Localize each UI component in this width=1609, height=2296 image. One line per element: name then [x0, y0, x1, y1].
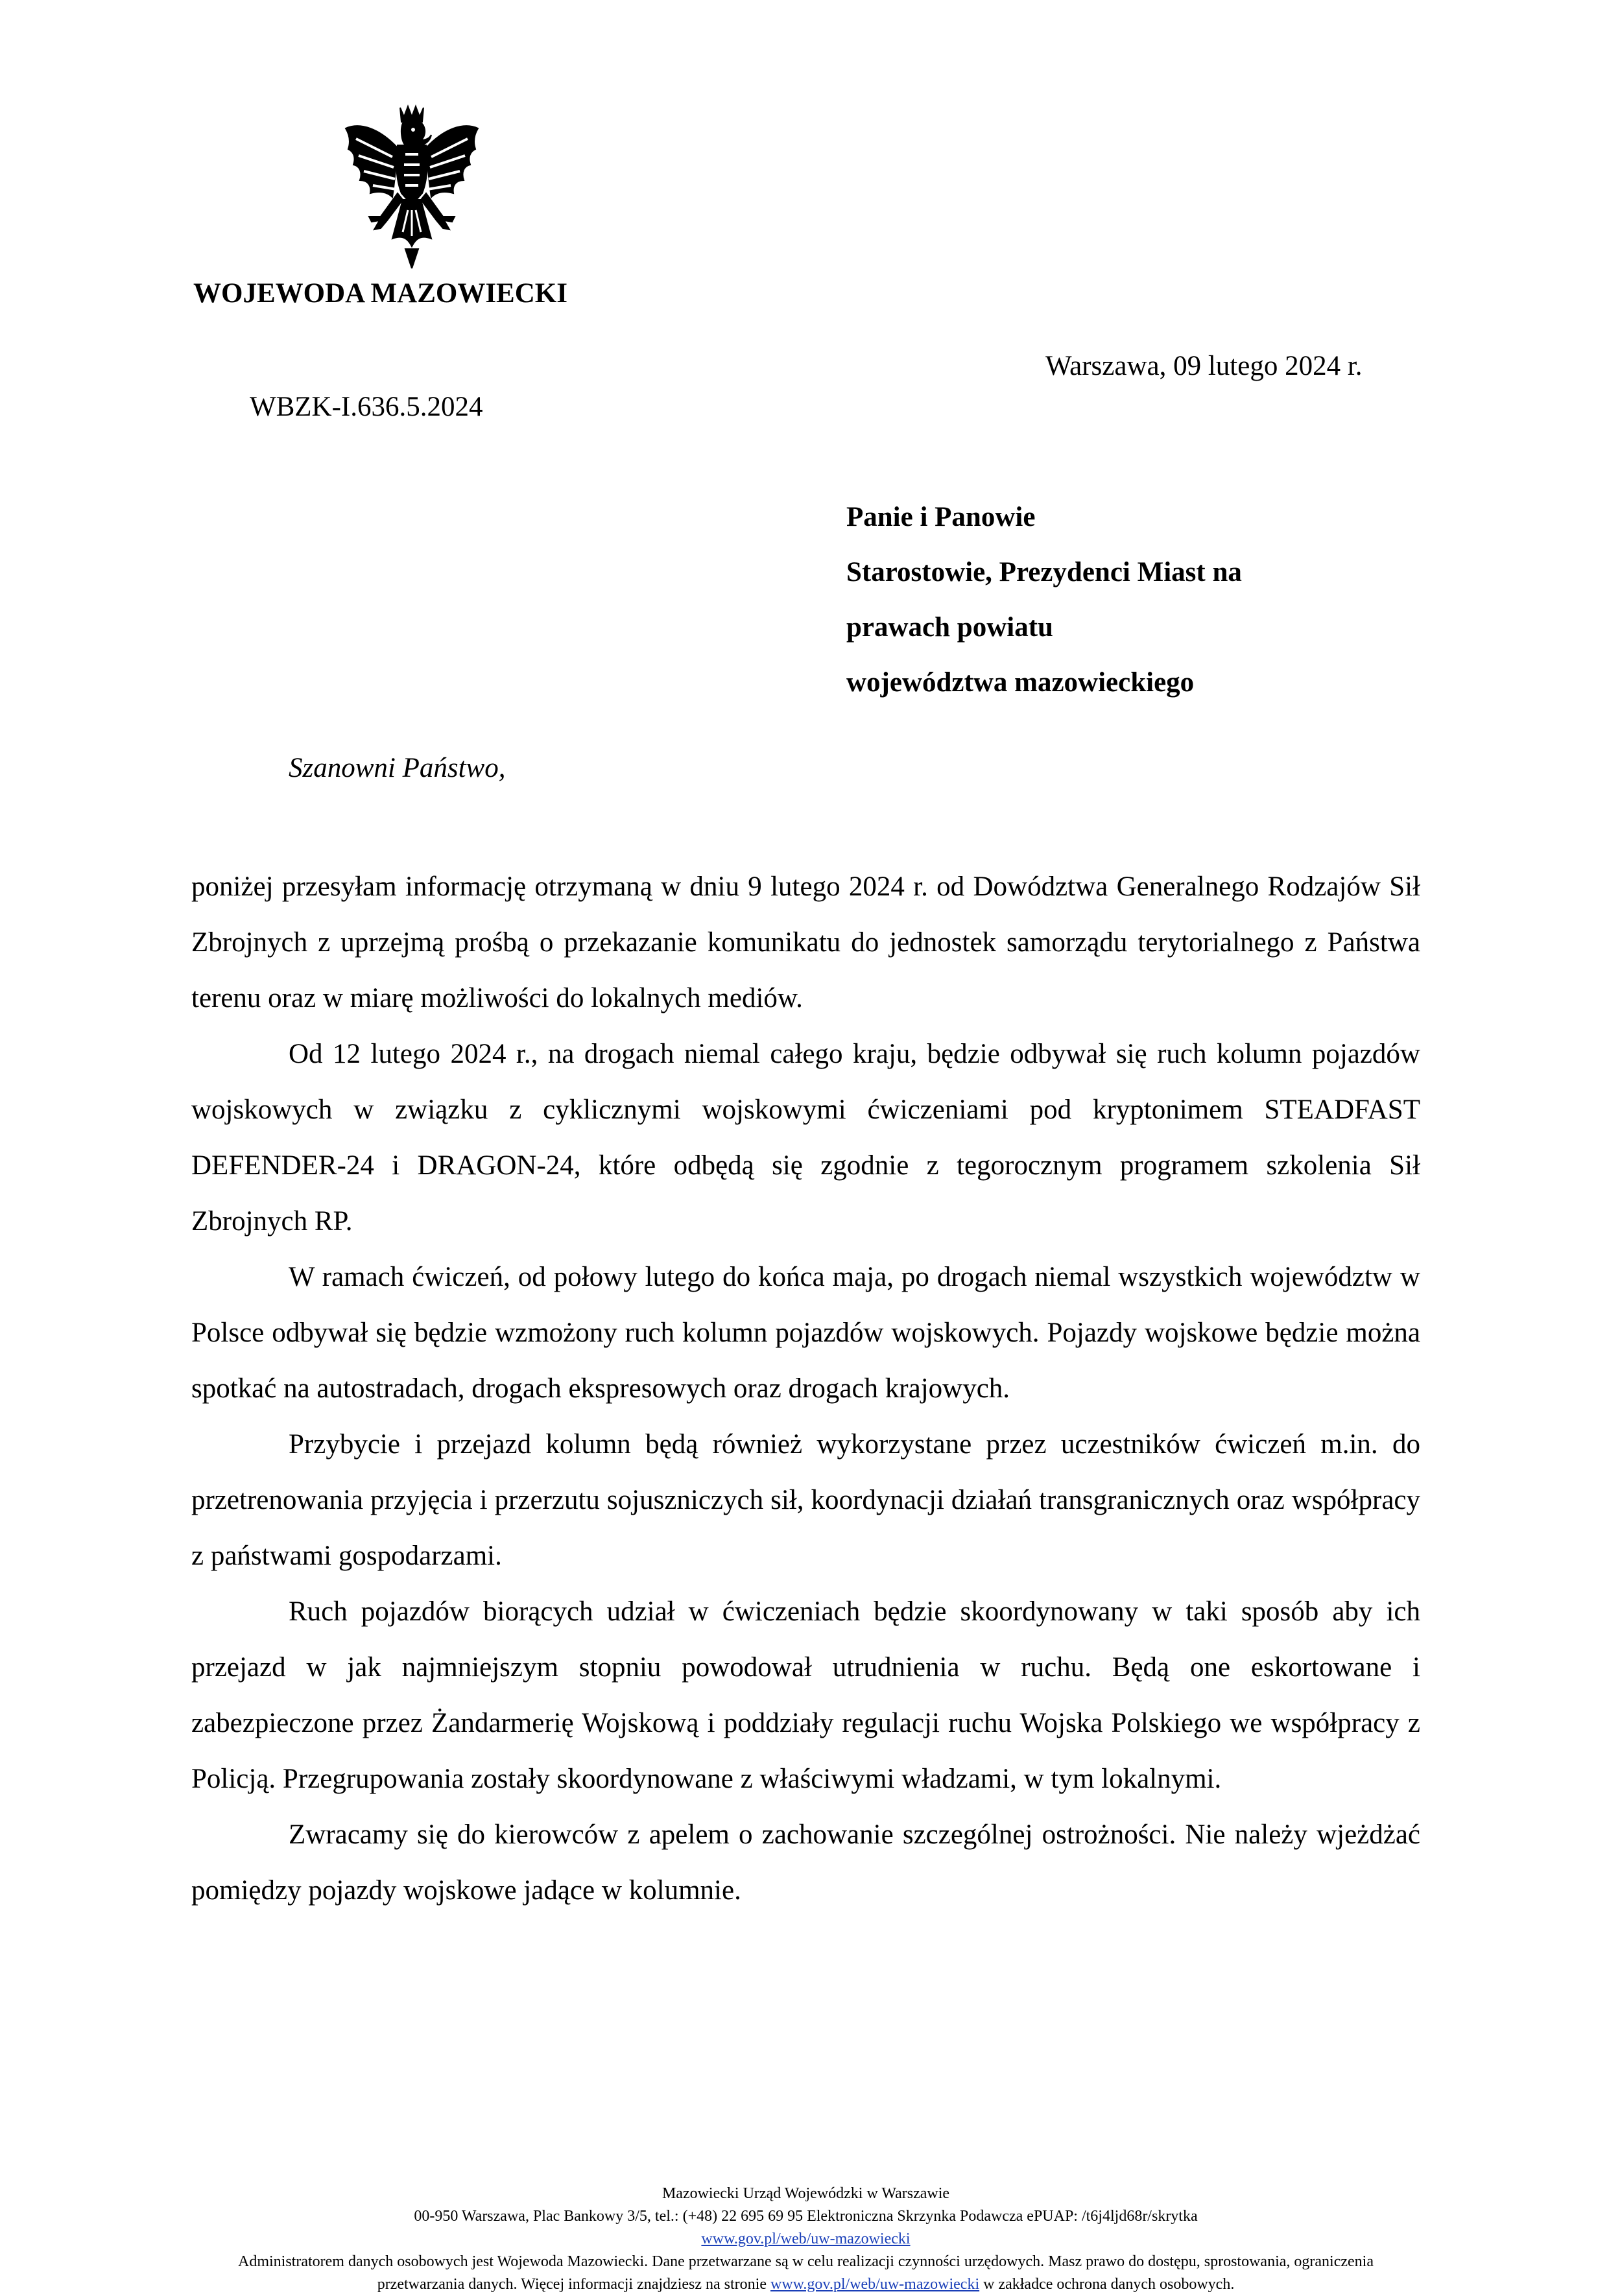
polish-eagle-emblem-icon — [340, 102, 483, 268]
footer-address: 00-950 Warszawa, Plac Bankowy 3/5, tel.: (+48) 22 695 69 95 Elektroniczna Skrzynka Podawcza ePUAP: /t6j4ljd68r/skrytka — [414, 2208, 1198, 2225]
salutation: Szanowni Państwo, — [289, 753, 506, 783]
recipient-block — [846, 490, 1242, 710]
letter-date: Warszawa, 09 lutego 2024 r. — [1045, 351, 1363, 381]
letter-body — [191, 859, 1420, 1919]
footer-privacy-notice — [191, 2251, 1420, 2296]
body-paragraph: Ruch pojazdów biorących udział w ćwiczeniach będzie skoordynowany w taki sposób aby ich przejazd w jak najmniejszym stopniu powodował utrudnienia w ruchu. Będą one eskortowane i zabezpieczone przez Żandarmerię Wojskową i poddziały regulacji ruchu Wojska Polskiego we współpracy z Policją. Przegrupowania zostały skoordynowane z właściwymi władzami, w tym lokalnymi. — [191, 1596, 1420, 1794]
letter-footer — [191, 2183, 1420, 2296]
recipient-line: Panie i Panowie — [846, 502, 1036, 532]
footer-office-name: Mazowiecki Urząd Wojewódzki w Warszawie — [661, 2185, 950, 2202]
body-paragraph: Przybycie i przejazd kolumn będą również wykorzystane przez uczestników ćwiczeń m.in. do przetrenowania przyjęcia i przerzutu sojuszniczych sił, koordynacji działań transgranicznych oraz współpracy z państwami gospodarzami. — [191, 1429, 1420, 1571]
body-paragraph: poniżej przesyłam informację otrzymaną w dniu 9 lutego 2024 r. od Dowództwa Generalnego Rodzajów Sił Zbrojnych z uprzejmą prośbą o przekazanie komunikatu do jednostek samorządu terytorialnego z Państwa terenu oraz w miarę możliwości do lokalnych mediów. — [191, 871, 1420, 1013]
body-paragraph: Od 12 lutego 2024 r., na drogach niemal całego kraju, będzie odbywał się ruch kolumn pojazdów wojskowych w związku z cyklicznymi wojskowymi ćwiczeniami pod kryptonimem STEADFAST DEFENDER-24 i DRAGON-24, które odbędą się zgodnie z tegorocznym programem szkolenia Sił Zbrojnych RP. — [191, 1039, 1420, 1237]
recipient-line: Starostowie, Prezydenci Miast na — [846, 557, 1242, 587]
body-paragraph: W ramach ćwiczeń, od połowy lutego do końca maja, po drogach niemal wszystkich województw w Polsce odbywał się będzie wzmożony ruch kolumn pojazdów wojskowych. Pojazdy wojskowe będzie można spotkać na autostradach, drogach ekspresowych oraz drogach krajowych. — [191, 1262, 1420, 1404]
body-paragraph: Zwracamy się do kierowców z apelem o zachowanie szczególnej ostrożności. Nie należy wjeżdżać pomiędzy pojazdy wojskowe jadące w kolumnie. — [191, 1819, 1420, 1906]
recipient-line: prawach powiatu — [846, 612, 1053, 643]
privacy-text-end: w zakładce ochrona danych osobowych. — [979, 2276, 1235, 2293]
recipient-line: województwa mazowieckiego — [846, 667, 1195, 698]
case-reference-number: WBZK-I.636.5.2024 — [250, 392, 483, 422]
privacy-text: Administratorem danych osobowych jest Wojewoda Mazowiecki. Dane przetwarzane są w celu realizacji czynności urzędowych. Masz prawo do dostępu, sprostowania, ograniczenia przetwarzania danych. Więcej informacji znajdziesz na stronie — [237, 2253, 1374, 2293]
privacy-website-link[interactable]: www.gov.pl/web/uw-mazowiecki — [770, 2276, 980, 2293]
authority-title: WOJEWODA MAZOWIECKI — [193, 278, 567, 309]
footer-website-link[interactable]: www.gov.pl/web/uw-mazowiecki — [701, 2231, 911, 2247]
